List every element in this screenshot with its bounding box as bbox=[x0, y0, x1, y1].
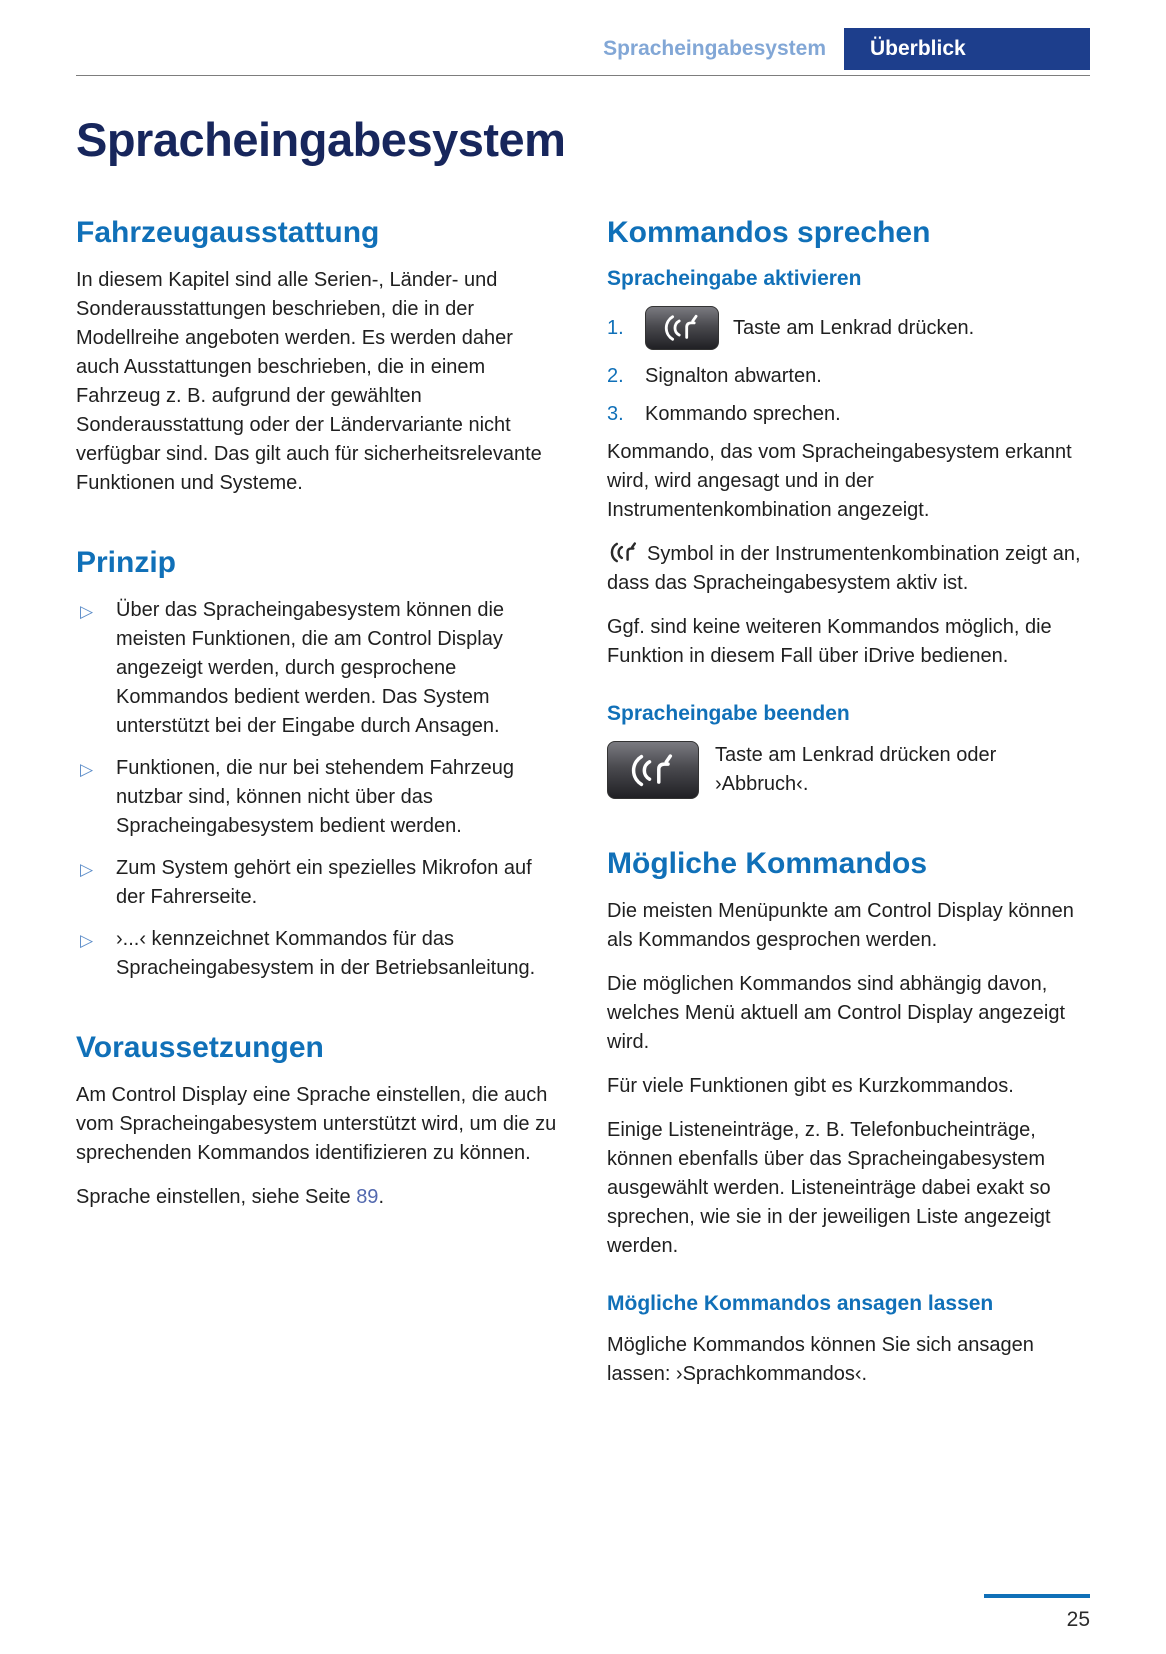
page-title: Spracheingabesystem bbox=[76, 113, 566, 166]
header-divider bbox=[76, 75, 1090, 76]
paragraph-idrive-note: Ggf. sind keine weiteren Kommandos möglich, die Funktion in diesem Fall über iDrive bedienen. bbox=[607, 616, 1052, 667]
step-text: Kommando sprechen. bbox=[645, 403, 841, 425]
paragraph-mk-3: Für viele Funktionen gibt es Kurzkommandos. bbox=[607, 1075, 1014, 1097]
step-row-3 bbox=[607, 400, 1090, 429]
paragraph-symbol-note bbox=[607, 540, 1090, 598]
list-item bbox=[76, 854, 559, 912]
paragraph-mk-1: Die meisten Menüpunkte am Control Display können als Kommandos gesprochen werden. bbox=[607, 900, 1074, 951]
header-chapter-label: Spracheingabesystem bbox=[603, 37, 826, 60]
step-number: 3. bbox=[607, 403, 624, 425]
triangle-bullet-icon: ▷ bbox=[80, 760, 94, 779]
voice-control-button-icon bbox=[607, 741, 699, 799]
section-heading-moegliche-kommandos: Mögliche Kommandos bbox=[607, 847, 928, 880]
left-column bbox=[76, 216, 559, 1404]
section-heading-kommandos-sprechen: Kommandos sprechen bbox=[607, 216, 931, 249]
paragraph-mk-2: Die möglichen Kommandos sind abhängig davon, welches Menü aktuell am Control Display angezeigt wird. bbox=[607, 973, 1066, 1053]
step-row-2 bbox=[607, 362, 1090, 391]
sub-heading-spracheingabe-aktivieren: Spracheingabe aktivieren bbox=[607, 267, 862, 290]
list-item-text: Über das Spracheingabesystem können die meisten Funktionen, die am Control Display angezeigt werden, durch gesprochene Kommandos bedient werden. Das System unterstützt bei der Eingabe durch Ansagen. bbox=[116, 599, 505, 737]
section-heading-voraussetzungen: Voraussetzungen bbox=[76, 1031, 324, 1064]
voice-control-symbol-icon bbox=[607, 541, 641, 564]
link-line-suffix: . bbox=[378, 1186, 384, 1208]
step-row-1 bbox=[607, 306, 1090, 350]
step-3-detail: Kommando, das vom Spracheingabesystem erkannt wird, wird angesagt und in der Instrumentenkombination angezeigt. bbox=[607, 441, 1072, 521]
list-item bbox=[76, 754, 559, 841]
list-item-text: Zum System gehört ein spezielles Mikrofon auf der Fahrerseite. bbox=[116, 857, 532, 908]
paragraph-ansagen: Mögliche Kommandos können Sie sich ansagen lassen: ›Sprachkommandos‹. bbox=[607, 1334, 1034, 1385]
section-heading-fahrzeugausstattung: Fahrzeugausstattung bbox=[76, 216, 380, 249]
paragraph-beenden: Taste am Lenkrad drücken oder ›Abbruch‹. bbox=[715, 744, 997, 795]
step-text: Taste am Lenkrad drücken. bbox=[733, 316, 975, 339]
page-number: 25 bbox=[1066, 1608, 1090, 1631]
footer-rule bbox=[984, 1594, 1090, 1598]
right-column bbox=[607, 216, 1090, 1404]
sub-heading-spracheingabe-beenden: Spracheingabe beenden bbox=[607, 702, 850, 725]
page-header bbox=[0, 0, 1166, 70]
paragraph-mk-4: Einige Listeneinträge, z. B. Telefonbucheinträge, können ebenfalls über das Spracheingabesystem ausgewählt werden. Listeneinträge dabei exakt so sprechen, wie sie in der jeweiligen Liste angezeigt werden. bbox=[607, 1119, 1051, 1257]
page-reference-link[interactable]: 89 bbox=[356, 1186, 379, 1208]
beenden-instruction-row bbox=[607, 741, 1090, 799]
paragraph-voraussetzungen: Am Control Display eine Sprache einstellen, die auch vom Spracheingabesystem unterstützt wird, um die zu sprechenden Kommandos identifizieren zu können. bbox=[76, 1084, 557, 1164]
list-item-text: ›...‹ kennzeichnet Kommandos für das Spracheingabesystem in der Betriebsanleitung. bbox=[116, 928, 536, 979]
prinzip-bullet-list bbox=[76, 596, 559, 983]
link-line-prefix: Sprache einstellen, siehe Seite bbox=[76, 1186, 357, 1208]
step-number: 1. bbox=[607, 316, 624, 339]
triangle-bullet-icon: ▷ bbox=[80, 602, 94, 621]
step-number: 2. bbox=[607, 365, 624, 387]
triangle-bullet-icon: ▷ bbox=[80, 931, 94, 950]
header-tab-ueberblick: Überblick bbox=[844, 28, 1090, 70]
two-column-layout bbox=[0, 216, 1166, 1404]
list-item bbox=[76, 596, 559, 741]
symbol-note-text: Symbol in der Instrumentenkombination zeigt an, dass das Spracheingabesystem aktiv ist. bbox=[607, 543, 1081, 594]
list-item bbox=[76, 925, 559, 983]
section-heading-prinzip: Prinzip bbox=[76, 546, 177, 579]
paragraph-sprache-einstellen bbox=[76, 1183, 559, 1212]
triangle-bullet-icon: ▷ bbox=[80, 860, 94, 879]
voice-control-button-icon bbox=[645, 306, 719, 350]
list-item-text: Funktionen, die nur bei stehendem Fahrzeug nutzbar sind, können nicht über das Spracheingabesystem bedient werden. bbox=[116, 757, 515, 837]
step-text: Signalton abwarten. bbox=[645, 365, 822, 387]
paragraph-fahrzeugausstattung: In diesem Kapitel sind alle Serien-, Länder- und Sonderausstattungen beschrieben, die in der Modellreihe angeboten werden. Es werden daher auch Ausstattungen beschrieben, die in einem Fahrzeug z. B. aufgrund der gewählten Sonderausstattung oder der Ländervariante nicht verfügbar sind. Das gilt auch für sicherheitsrelevante Funktionen und Systeme. bbox=[76, 269, 542, 494]
sub-heading-kommandos-ansagen: Mögliche Kommandos ansagen lassen bbox=[607, 1292, 994, 1315]
